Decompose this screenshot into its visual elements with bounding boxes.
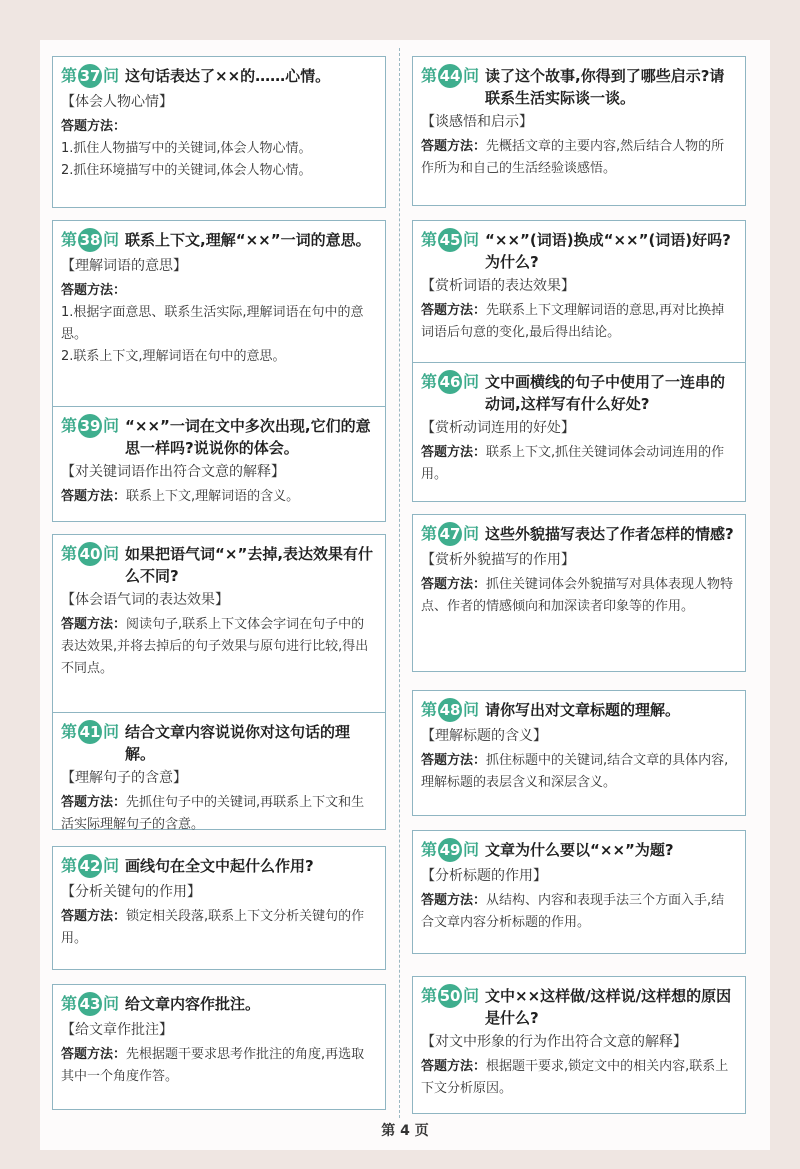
question-category: 【对文中形象的行为作出符合文意的解释】 [421,1034,687,1050]
question-card [52,984,386,1110]
number-badge: 48 [438,698,462,722]
question-text: 联系上下文,理解“××”一词的意思。 [125,231,371,249]
number-badge: 47 [438,522,462,546]
answer-method: 答题方法：先概括文章的主要内容,然后结合人物的所作所为和自己的生活经验谈感悟。 [421,139,725,176]
question-text: 如果把语气词“×”去掉,表达效果有什么不同? [125,545,374,585]
question-header [421,227,735,273]
number-badge: 38 [78,228,102,252]
question-text: 文中××这样做/这样说/这样想的原因是什么? [485,987,732,1027]
method-line: 1.抓住人物描写中的关键词,体会人物心情。 [61,141,312,156]
number-badge: 45 [438,228,462,252]
question-number: 第 50 问 [421,983,479,1009]
answer-method: 答题方法：根据题干要求,锁定文中的相关内容,联系上下文分析原因。 [421,1059,729,1096]
answer-method: 答题方法：先抓住句子中的关键词,再联系上下文和生活实际理解句子的含意。 [61,795,365,832]
question-card [52,534,386,730]
question-text: 文章为什么要以“××”为题? [485,841,674,859]
number-badge: 42 [78,854,102,878]
question-category: 【体会语气词的表达效果】 [61,592,229,608]
question-text: “××”一词在文中多次出现,它们的意思一样吗?说说你的体会。 [125,417,371,457]
question-card [52,846,386,970]
answer-method: 答题方法： [61,119,127,134]
question-header [61,991,375,1017]
number-badge: 46 [438,370,462,394]
answer-method: 答题方法：联系上下文,理解词语的含义。 [61,489,300,504]
answer-method: 答题方法：抓住标题中的关键词,结合文章的具体内容,理解标题的表层含义和深层含义。 [421,753,729,790]
question-number: 第 46 问 [421,369,479,395]
question-card [52,220,386,426]
method-line: 2.抓住环境描写中的关键词,体会人物心情。 [61,163,312,178]
question-category: 【对关键词语作出符合文意的解释】 [61,464,285,480]
answer-method: 答题方法：先根据题干要求思考作批注的角度,再选取其中一个角度作答。 [61,1047,365,1084]
column-divider [399,48,400,1118]
question-text: 读了这个故事,你得到了哪些启示?请联系生活实际谈一谈。 [485,67,725,107]
question-header [421,837,735,863]
number-badge: 50 [438,984,462,1008]
question-header [61,63,375,89]
question-header [421,63,735,109]
question-header [61,413,375,459]
question-card [412,514,746,672]
number-badge: 39 [78,414,102,438]
question-card [412,690,746,816]
question-card [52,406,386,522]
question-category: 【赏析动词连用的好处】 [421,420,575,436]
question-card [412,830,746,954]
question-number: 第 44 问 [421,63,479,89]
answer-method: 答题方法：抓住关键词体会外貌描写对具体表现人物特点、作者的情感倾向和加深读者印象等的作用。 [421,577,734,614]
question-card [412,220,746,380]
question-category: 【赏析词语的表达效果】 [421,278,575,294]
question-category: 【分析关键句的作用】 [61,884,201,900]
question-text: 结合文章内容说说你对这句话的理解。 [125,723,351,763]
number-badge: 41 [78,720,102,744]
question-category: 【分析标题的作用】 [421,868,547,884]
question-header [421,697,735,723]
question-header [61,541,375,587]
question-number: 第 49 问 [421,837,479,863]
question-card [52,712,386,830]
question-category: 【理解句子的含意】 [61,770,187,786]
question-header [421,369,735,415]
answer-method: 答题方法：阅读句子,联系上下文体会字词在句子中的表达效果,并将去掉后的句子效果与原句进行比较,得出不同点。 [61,617,369,676]
question-header [61,719,375,765]
question-number: 第 37 问 [61,63,119,89]
question-card [52,56,386,208]
question-text: 给文章内容作批注。 [125,995,261,1013]
question-number: 第 43 问 [61,991,119,1017]
question-number: 第 45 问 [421,227,479,253]
answer-method: 答题方法：锁定相关段落,联系上下文分析关键句的作用。 [61,909,365,946]
question-number: 第 47 问 [421,521,479,547]
question-card [412,976,746,1114]
question-number: 第 38 问 [61,227,119,253]
question-category: 【理解词语的意思】 [61,258,187,274]
question-header [61,227,375,253]
question-number: 第 42 问 [61,853,119,879]
question-header [421,521,735,547]
question-text: 这句话表达了××的……心情。 [125,67,331,85]
page-number: 第 4 页 [381,1123,429,1139]
question-header [421,983,735,1029]
number-badge: 43 [78,992,102,1016]
question-text: 这些外貌描写表达了作者怎样的情感? [485,525,734,543]
answer-method: 答题方法：先联系上下文理解词语的意思,再对比换掉词语后句意的变化,最后得出结论。 [421,303,725,340]
question-category: 【理解标题的含义】 [421,728,547,744]
question-text: 请你写出对文章标题的理解。 [485,701,681,719]
question-category: 【赏析外貌描写的作用】 [421,552,575,568]
question-text: 画线句在全文中起什么作用? [125,857,314,875]
question-category: 【谈感悟和启示】 [421,114,533,130]
answer-method: 答题方法：联系上下文,抓住关键词体会动词连用的作用。 [421,445,725,482]
method-line: 2.联系上下文,理解词语在句中的意思。 [61,349,286,364]
number-badge: 49 [438,838,462,862]
question-number: 第 48 问 [421,697,479,723]
answer-method: 答题方法：从结构、内容和表现手法三个方面入手,结合文章内容分析标题的作用。 [421,893,725,930]
question-category: 【给文章作批注】 [61,1022,173,1038]
page [40,40,770,1150]
number-badge: 44 [438,64,462,88]
question-number: 第 41 问 [61,719,119,745]
answer-method: 答题方法： [61,283,127,298]
question-text: “××”(词语)换成“××”(词语)好吗?为什么? [485,231,731,271]
question-card [412,362,746,502]
method-line: 1.根据字面意思、联系生活实际,理解词语在句中的意思。 [61,305,364,342]
question-category: 【体会人物心情】 [61,94,173,110]
number-badge: 37 [78,64,102,88]
question-header [61,853,375,879]
number-badge: 40 [78,542,102,566]
question-card [412,56,746,206]
question-number: 第 39 问 [61,413,119,439]
question-number: 第 40 问 [61,541,119,567]
question-text: 文中画横线的句子中使用了一连串的动词,这样写有什么好处? [485,373,726,413]
